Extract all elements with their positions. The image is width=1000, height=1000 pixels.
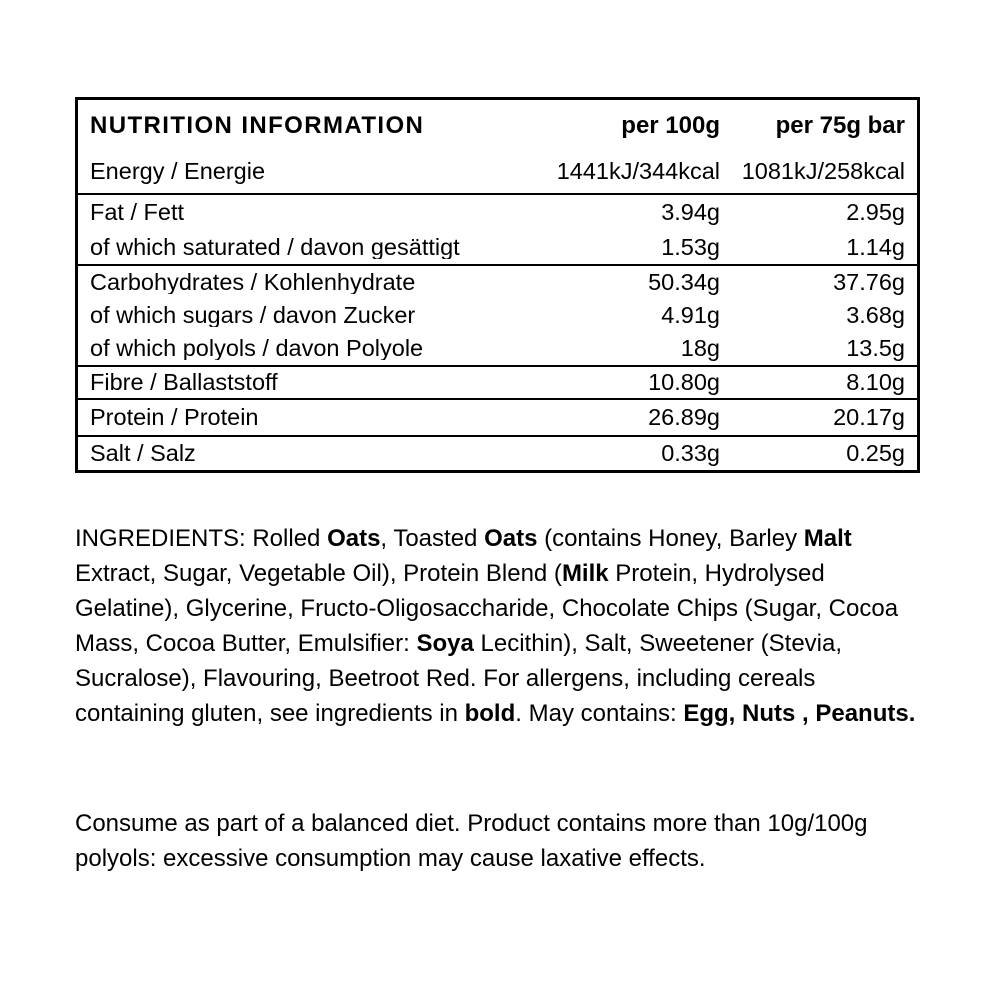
value-per-100g: 3.94g <box>661 199 720 226</box>
table-title: NUTRITION INFORMATION <box>90 113 425 138</box>
value-per-75g-bar: 2.95g <box>846 199 905 226</box>
ingredient-text-bold: bold <box>464 700 516 727</box>
ingredient-text: , Toasted <box>380 525 485 552</box>
ingredient-text-bold: Milk <box>561 560 609 587</box>
value-per-75g-bar: 1.14g <box>846 233 905 260</box>
table-row-carbohydrates <box>78 266 917 299</box>
value-per-100g: 1.53g <box>661 233 720 260</box>
column-header-per-100g: per 100g <box>621 111 720 139</box>
advice-paragraph: Consume as part of a balanced diet. Product contains more than 10g/100g polyols: excessive consumption may cause laxative effects. <box>75 810 868 872</box>
ingredient-text-bold: Oats <box>484 525 538 552</box>
ingredient-text: Lecithin), Salt, Sweetener (Stevia, Sucralose), Flavouring, Beetroot Red. For allergens, including cereals containing gluten, see ingredients in <box>75 630 843 727</box>
nutrient-label: of which polyols / davon Polyole <box>90 336 424 361</box>
table-row-energy <box>78 151 917 193</box>
table-row-fat <box>78 195 917 231</box>
table-section-protein <box>78 398 917 435</box>
ingredients-paragraph <box>75 521 923 731</box>
table-row-sugars <box>78 299 917 332</box>
value-per-75g-bar: 1081kJ/258kcal <box>741 158 905 185</box>
value-per-75g-bar: 20.17g <box>833 403 905 430</box>
ingredient-text: Extract, Sugar, Vegetable Oil), Protein Blend ( <box>75 560 562 587</box>
ingredient-text: Protein, Hydrolysed Gelatine), Glycerine, Fructo-Oligosaccharide, Chocolate Chips (Sugar, Cocoa Mass, Cocoa Butter, Emulsifier: <box>75 560 899 657</box>
ingredient-text-bold: Egg, Nuts , Peanuts. <box>683 700 916 727</box>
value-per-100g: 0.33g <box>661 439 720 466</box>
table-row-salt <box>78 437 917 470</box>
table-section-energy <box>78 100 917 193</box>
nutrition-table <box>75 97 920 473</box>
value-per-100g: 18g <box>680 334 720 361</box>
value-per-100g: 1441kJ/344kcal <box>556 158 720 185</box>
nutrient-label: Fibre / Ballaststoff <box>90 370 278 395</box>
table-row-polyols <box>78 332 917 365</box>
table-row-saturated <box>78 231 917 264</box>
ingredient-text: (contains Honey, Barley <box>537 525 804 552</box>
nutrient-label: Energy / Energie <box>90 160 266 184</box>
value-per-100g: 4.91g <box>661 301 720 328</box>
value-per-100g: 10.80g <box>648 368 720 395</box>
value-per-75g-bar: 0.25g <box>846 439 905 466</box>
value-per-100g: 50.34g <box>648 268 720 295</box>
column-header-per-75g-bar: per 75g bar <box>775 111 905 139</box>
value-per-75g-bar: 37.76g <box>833 268 905 295</box>
table-header-row <box>78 100 917 151</box>
table-row-fibre <box>78 367 917 398</box>
value-per-75g-bar: 8.10g <box>846 368 905 395</box>
table-section-fat <box>78 193 917 264</box>
nutrient-label: Salt / Salz <box>90 441 196 466</box>
value-per-100g: 26.89g <box>648 403 720 430</box>
table-row-protein <box>78 400 917 435</box>
ingredient-text: INGREDIENTS: Rolled <box>75 525 328 552</box>
nutrient-label: Fat / Fett <box>90 201 185 225</box>
ingredient-text-bold: Soya <box>416 630 474 657</box>
table-section-carbohydrates <box>78 264 917 365</box>
value-per-75g-bar: 3.68g <box>846 301 905 328</box>
ingredient-text-bold: Malt <box>803 525 852 552</box>
nutrient-label: of which sugars / davon Zucker <box>90 303 416 328</box>
table-section-fibre <box>78 365 917 398</box>
ingredient-text: . May contains: <box>515 700 684 727</box>
value-per-75g-bar: 13.5g <box>846 334 905 361</box>
nutrient-label: Protein / Protein <box>90 405 259 430</box>
nutrient-label: of which saturated / davon gesättigt <box>90 235 460 260</box>
ingredient-text-bold: Oats <box>327 525 381 552</box>
table-section-salt <box>78 435 917 470</box>
nutrient-label: Carbohydrates / Kohlenhydrate <box>90 270 416 295</box>
